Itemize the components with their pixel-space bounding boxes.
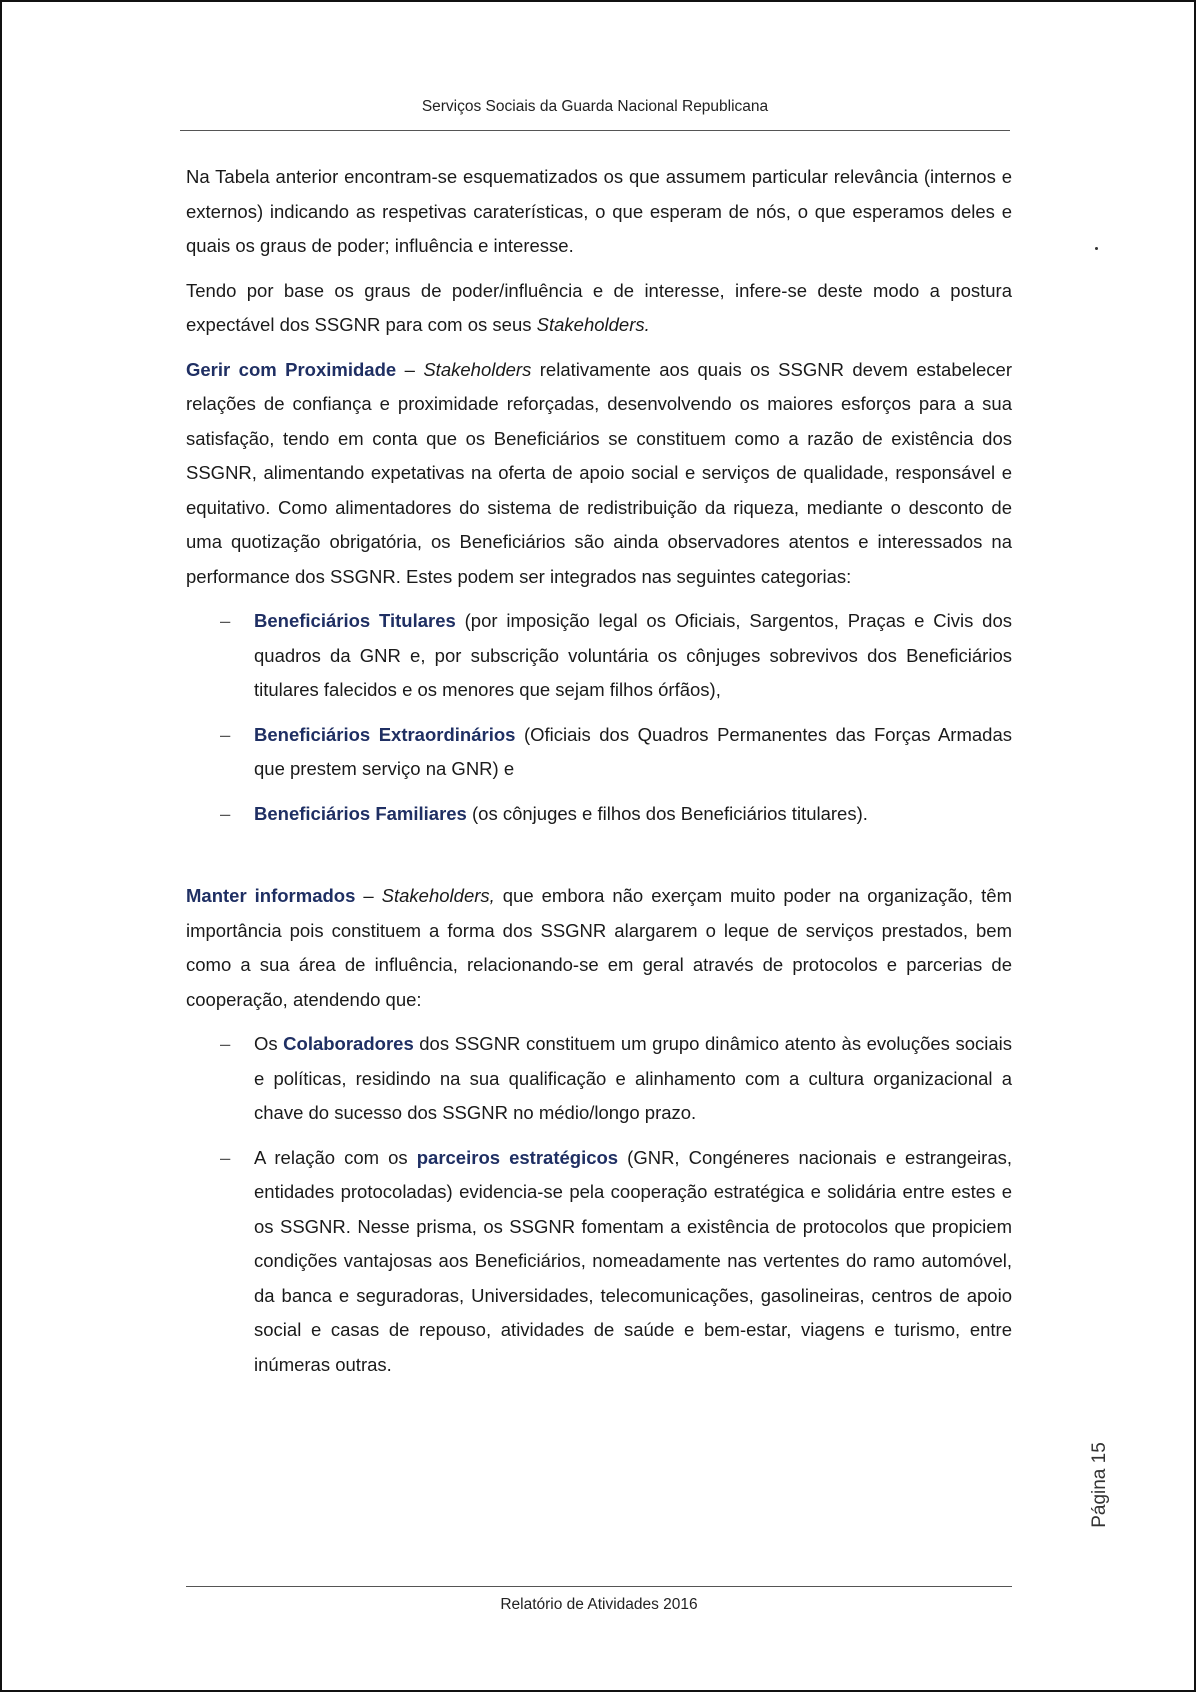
- list-item-text: (por imposição legal os Oficiais, Sargentos, Praças e Civis dos quadros da GNR e, por subscrição voluntária os cônjuges sobrevivos dos Beneficiários titulares falecidos e os menores que sejam filhos órfãos),: [254, 610, 1012, 700]
- paragraph-intro: Na Tabela anterior encontram-se esquematizados os que assumem particular relevância (internos e externos) indicando as respetivas caraterísticas, o que esperam de nós, o que esperamos deles e quais os graus de poder; influência e interesse.: [186, 166, 1012, 256]
- list-item-text: (Oficiais dos Quadros Permanentes das Forças Armadas que prestem serviço na GNR) e: [254, 723, 1012, 779]
- list-item: [186, 604, 1012, 708]
- header-rule: [180, 130, 1010, 131]
- gerir-sep: –: [396, 358, 424, 380]
- list-item: [186, 1027, 1012, 1131]
- list-item: [186, 718, 1012, 787]
- list-item: [186, 797, 1012, 832]
- list-item-text: (GNR, Congéneres nacionais e estrangeiras, entidades protocoladas) evidencia-se pela cooperação estratégica e solidária entre estes e os SSGNR. Nesse prisma, os SSGNR fomentam a existência de protocolos que propiciem condições vantajosas aos Beneficiários, nomeadamente nas vertentes do ramo automóvel, da banca e seguradoras, Universidades, telecomunicações, gasolineiras, centros de apoio social e casas de repouso, atividades de saúde e bem-estar, viagens e turismo, entre inúmeras outras.: [254, 1146, 1012, 1375]
- manter-list: [186, 1027, 1012, 1382]
- gerir-italic: Stakeholders: [423, 358, 532, 380]
- paragraph-manter: [186, 879, 1012, 1017]
- manter-sep: –: [355, 885, 382, 906]
- list-item-bold: Beneficiários Familiares: [254, 802, 467, 824]
- page-footer: Relatório de Atividades 2016: [500, 1596, 698, 1613]
- list-item-text: (os cônjuges e filhos dos Beneficiários titulares).: [466, 802, 868, 824]
- list-item-pre: A relação com os: [254, 1146, 417, 1168]
- manter-italic: Stakeholders,: [381, 885, 495, 906]
- manter-heading: Manter informados: [186, 885, 356, 906]
- list-item-bold: Beneficiários Extraordinários: [254, 723, 516, 745]
- gerir-list: [186, 604, 1012, 831]
- list-item-pre: Os: [254, 1033, 284, 1054]
- footer-rule: [186, 1586, 1012, 1587]
- posture-text: Tendo por base os graus de poder/influência e de interesse, infere-se deste modo a postura expectável dos SSGNR para com os seus: [186, 279, 1012, 335]
- gerir-heading: Gerir com Proximidade: [186, 358, 397, 380]
- list-item: [186, 1141, 1012, 1383]
- paragraph-posture: [186, 274, 1012, 343]
- list-item-bold: Colaboradores: [283, 1033, 414, 1054]
- page-header: Serviços Sociais da Guarda Nacional Republicana: [421, 98, 769, 115]
- paragraph-gerir: [186, 353, 1012, 595]
- list-item-bold: Beneficiários Titulares: [254, 610, 456, 631]
- manter-text: que embora não exerçam muito poder na organização, têm importância pois constituem a forma dos SSGNR alargarem o leque de serviços prestados, bem como a sua área de influência, relacionando-se em geral através de protocolos e parcerias de cooperação, atendendo que:: [186, 885, 1012, 1010]
- list-item-bold: parceiros estratégicos: [416, 1146, 619, 1168]
- page-number: Página 15: [1089, 1442, 1110, 1528]
- page-content: [186, 160, 1012, 1392]
- gerir-text: relativamente aos quais os SSGNR devem estabelecer relações de confiança e proximidade reforçadas, desenvolvendo os maiores esforços para a sua satisfação, tendo em conta que os Beneficiários se constituem como a razão de existência dos SSGNR, alimentando expetativas na oferta de apoio social e serviços de qualidade, responsável e equitativo. Como alimentadores do sistema de redistribuição da riqueza, mediante o desconto de uma quotização obrigatória, os Beneficiários são ainda observadores atentos e interessados na performance dos SSGNR. Estes podem ser integrados nas seguintes categorias:: [186, 358, 1012, 587]
- posture-italic: Stakeholders.: [536, 314, 650, 335]
- list-item-text: dos SSGNR constituem um grupo dinâmico atento às evoluções sociais e políticas, residindo na sua qualificação e alinhamento com a cultura organizacional a chave do sucesso dos SSGNR no médio/longo prazo.: [254, 1033, 1012, 1123]
- scan-speck: [1095, 247, 1098, 250]
